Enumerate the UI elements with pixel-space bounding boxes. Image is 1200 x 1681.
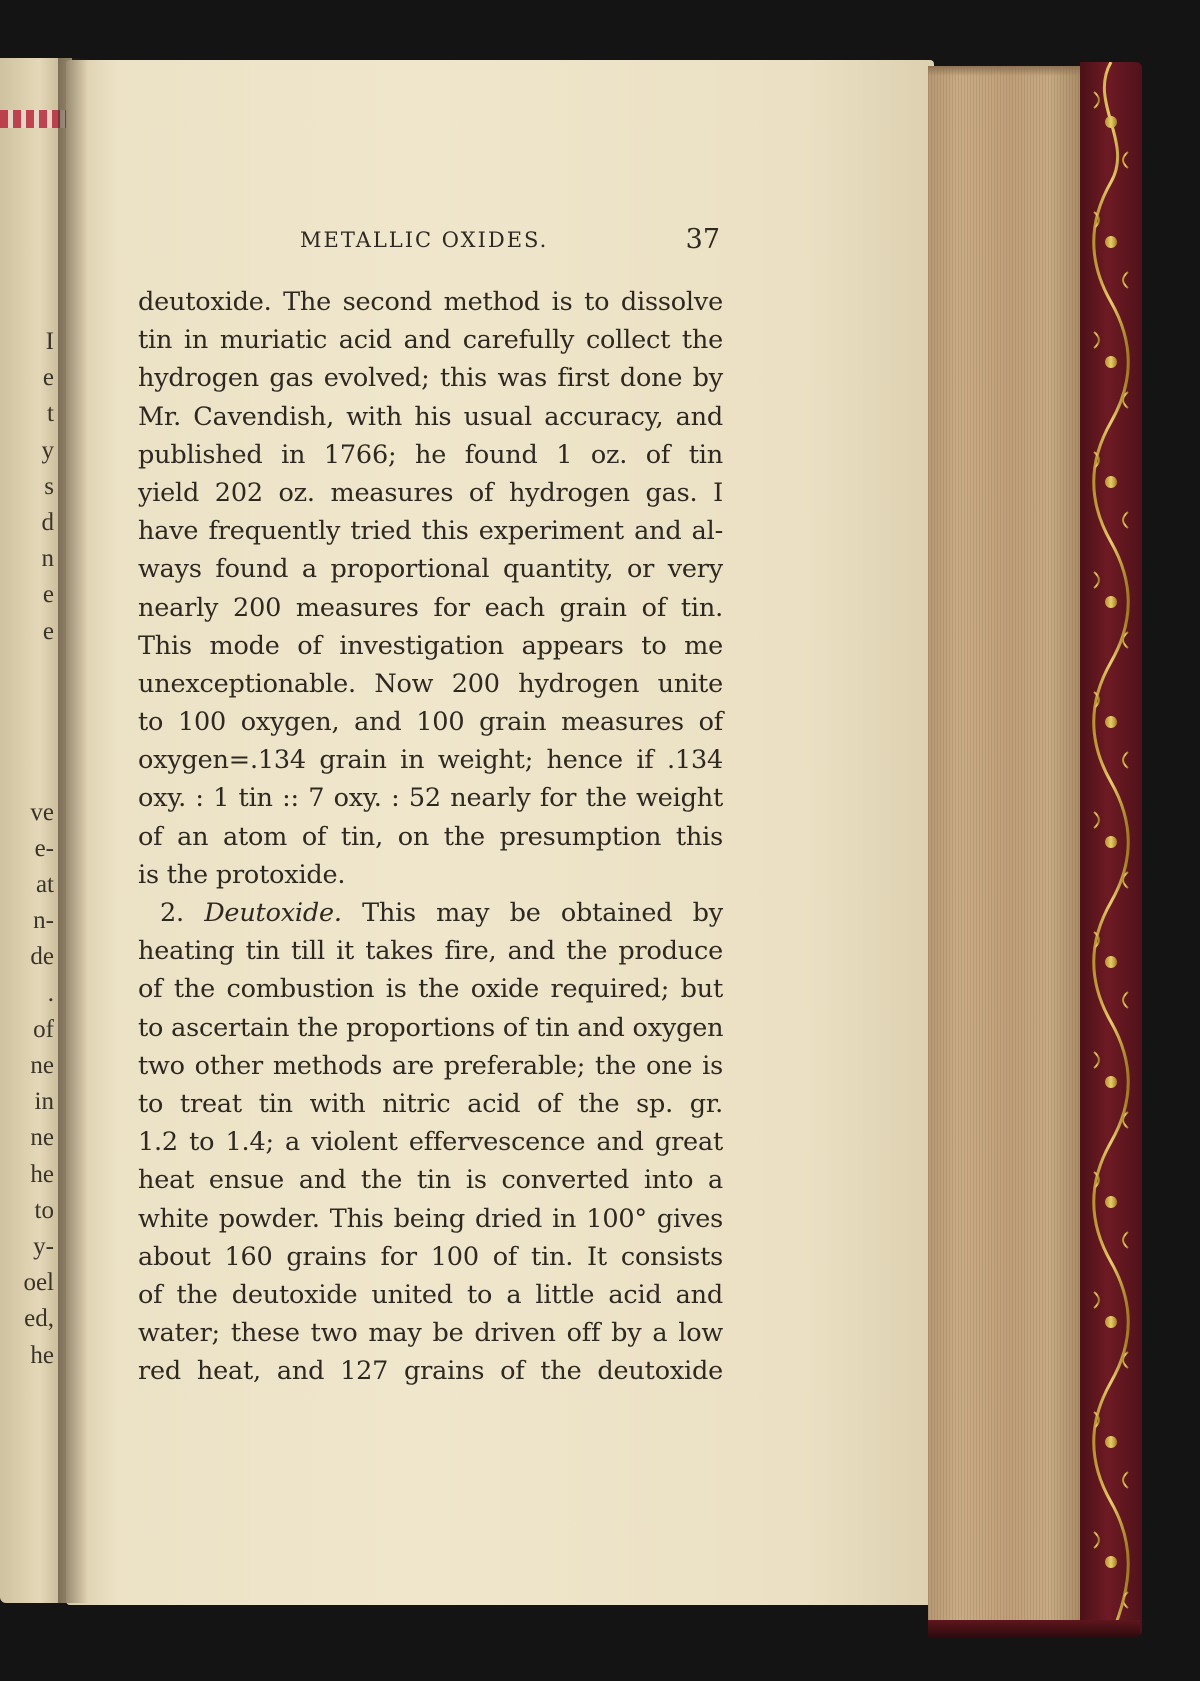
text-line: heating tin till it takes fire, and the produce [138, 936, 723, 967]
text-line: two other methods are preferable; the one is [138, 1050, 723, 1081]
text-line: red heat, and 127 grains of the deutoxide [138, 1356, 723, 1387]
text-line: unexceptionable. Now 200 hydrogen unite [138, 668, 723, 699]
fore-edge-shadow [928, 66, 1080, 76]
left-page-fragment: e- [34, 834, 54, 862]
gutter-shadow [58, 58, 88, 1603]
text-line: is the protoxide. [138, 859, 346, 890]
section-first-line-text: This may be obtained by [362, 898, 723, 928]
body-text [138, 283, 723, 1390]
left-page-fragment: of [33, 1015, 54, 1043]
left-page-fragment: de [30, 943, 54, 971]
text-line: deutoxide. The second method is to dissolve [138, 287, 723, 317]
text-line: 1.2 to 1.4; a violent effervescence and great [138, 1127, 723, 1158]
left-page-fragment: d [41, 509, 54, 536]
fore-edge [928, 66, 1080, 1629]
page-header [300, 224, 720, 264]
left-page-fragment: e [42, 581, 54, 609]
text-line: ways found a proportional quantity, or very [138, 554, 723, 585]
page-number: 37 [685, 224, 720, 255]
paragraph-2-first-line [138, 894, 723, 932]
text-line: published in 1766; he found 1 oz. of tin [138, 439, 723, 470]
text-line: of the combustion is the oxide required; but [138, 974, 723, 1005]
text-line: about 160 grains for 100 of tin. It consists [138, 1241, 723, 1272]
text-line: to treat tin with nitric acid of the sp. gr. [138, 1088, 723, 1119]
left-page-fragment: he [30, 1160, 54, 1188]
text-line: oxygen=.134 grain in weight; hence if .134 [138, 745, 723, 776]
text-line: water; these two may be driven off by a low [138, 1318, 723, 1349]
text-line: of the deutoxide united to a little acid and [138, 1279, 723, 1310]
left-page-fragment: ne [30, 1052, 54, 1079]
left-page-fragment: n [41, 545, 54, 573]
left-page-fragment: e [42, 364, 54, 392]
text-line: oxy. : 1 tin :: 7 oxy. : 52 nearly for the weight [138, 783, 723, 814]
left-page-fragment: oel [23, 1269, 54, 1297]
text-line: to 100 oxygen, and 100 grain measures of [138, 707, 723, 738]
left-page-fragment: n- [33, 907, 54, 935]
paragraph-2 [138, 894, 723, 1390]
left-page-fragment: t [47, 400, 54, 428]
left-page-fragment: . [47, 979, 54, 1007]
text-line: hydrogen gas evolved; this was first done by [138, 363, 723, 394]
left-page-fragment: y [41, 436, 54, 464]
text-line: heat ensue and the tin is converted into a [138, 1165, 723, 1196]
left-page-fragment: ve [30, 798, 54, 826]
section-number: 2. [160, 898, 184, 928]
running-head: METALLIC OXIDES. [300, 228, 549, 252]
section-heading: Deutoxide. [204, 898, 342, 928]
left-page-fragment: in [34, 1088, 54, 1116]
text-line: Mr. Cavendish, with his usual accuracy, and [138, 401, 723, 432]
text-line: have frequently tried this experiment and al- [138, 516, 723, 547]
text-line: This mode of investigation appears to me [138, 630, 723, 661]
left-page-fragment: to [34, 1196, 54, 1224]
text-line: to ascertain the proportions of tin and oxygen [138, 1012, 724, 1043]
binding-edge [1080, 62, 1142, 1636]
text-line: of an atom of tin, on the presumption this [138, 821, 723, 852]
left-page-fragment: ne [30, 1124, 54, 1152]
left-page-fragment: at [35, 871, 54, 898]
text-line: nearly 200 measures for each grain of tin. [138, 592, 723, 623]
left-page-fragment: I [45, 328, 54, 355]
text-line: white powder. This being dried in 100° gives [138, 1203, 723, 1234]
bottom-board-edge [928, 1620, 1140, 1638]
left-page-fragment: he [30, 1341, 54, 1369]
text-line: tin in muriatic acid and carefully collect the [138, 325, 723, 356]
left-page-fragment: s [44, 472, 54, 500]
text-line: yield 202 oz. measures of hydrogen gas. I [138, 477, 723, 508]
left-page-fragment: e [42, 617, 54, 645]
left-page-fragment: ed, [24, 1305, 54, 1333]
gilt-ornament-icon [1080, 62, 1142, 1636]
left-page-fragment: y- [33, 1233, 54, 1260]
paragraph-1 [138, 283, 723, 894]
